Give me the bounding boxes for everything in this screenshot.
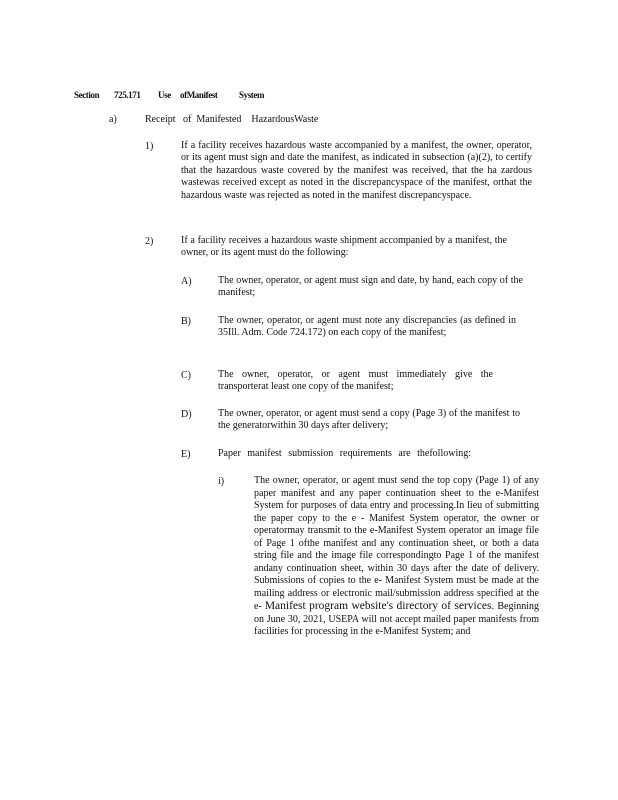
item-1-text: If a facility receives hazardous waste accompanied by a manifest, the owner, operator, or its agent must sign and date the manifest, as indicated in subsection (a)(2), to certify that the hazardous waste covered by the manifest was received, that the ha zardous wastewas received except as noted in the discrepancyspace of the manifest, orthat the hazardous waste was rejected as noted in the manifest discrepancyspace.	[181, 140, 532, 201]
item-2-label: 2)	[145, 236, 154, 247]
section-label: Section	[74, 90, 100, 100]
item-E-label: E)	[181, 449, 191, 460]
item-i-text-large: Manifest program website's directory of services.	[264, 600, 495, 612]
item-B-text: The owner, operator, or agent must note any discrepancies (as defined in 35Ill. Adm. Code 724.172) on each copy of the manifest;	[218, 315, 516, 339]
item-C-label: C)	[181, 370, 191, 381]
item-2-text: If a facility receives a hazardous waste shipment accompanied by a manifest, the owner, or its agent must do the following:	[181, 235, 507, 259]
item-A-text: The owner, operator, or agent must sign and date, by hand, each copy of the manifest;	[218, 275, 523, 299]
item-i-text-after: Beginning on June 30, 2021, USEPA will not accept mailed paper manifests from facilities for processing in the e-Manifest System; and	[254, 601, 540, 637]
item-E-text: Paper manifest submission requirements are thefollowing:	[218, 448, 472, 459]
section-title-of-manifest: ofManifest	[180, 90, 218, 100]
item-i-text	[254, 475, 539, 639]
subsection-a-label: a)	[109, 114, 117, 125]
item-A-label: A)	[181, 276, 192, 287]
item-D-text: The owner, operator, or agent must send a copy (Page 3) of the manifest to the generatorwithin 30 days after delivery;	[218, 408, 520, 432]
section-title-use: Use	[158, 90, 171, 100]
item-C-text: The owner, operator, or agent must immediately give the transporterat least one copy of the manifest;	[218, 369, 493, 393]
item-i-label: i)	[218, 476, 225, 487]
section-number: 725.171	[114, 90, 141, 100]
item-B-label: B)	[181, 316, 191, 327]
item-i-text-before: The owner, operator, or agent must send the top copy (Page 1) of any paper manifest and any paper continuation sheet to the e-Manifest System for purposes of data entry and processing.In lieu of submitting the paper copy to the e - Manifest System operator, the owner or operatormay transmit to the e-Manifest System operator an image file of Page 1 ofthe manifest and any continuation sheet, or both a data string file and the image file correspondingto Page 1 of the manifest andany continuation sheet, within 30 days after the date of delivery. Submissions of copies to the e- Manifest System must be made at the mailing address or electronic mail/submission address specified at the e-	[254, 475, 539, 612]
subsection-a-title: Receipt of Manifested HazardousWaste	[145, 114, 319, 125]
item-1-label: 1)	[145, 141, 154, 152]
item-D-label: D)	[181, 409, 192, 420]
section-title-system: System	[239, 90, 265, 100]
